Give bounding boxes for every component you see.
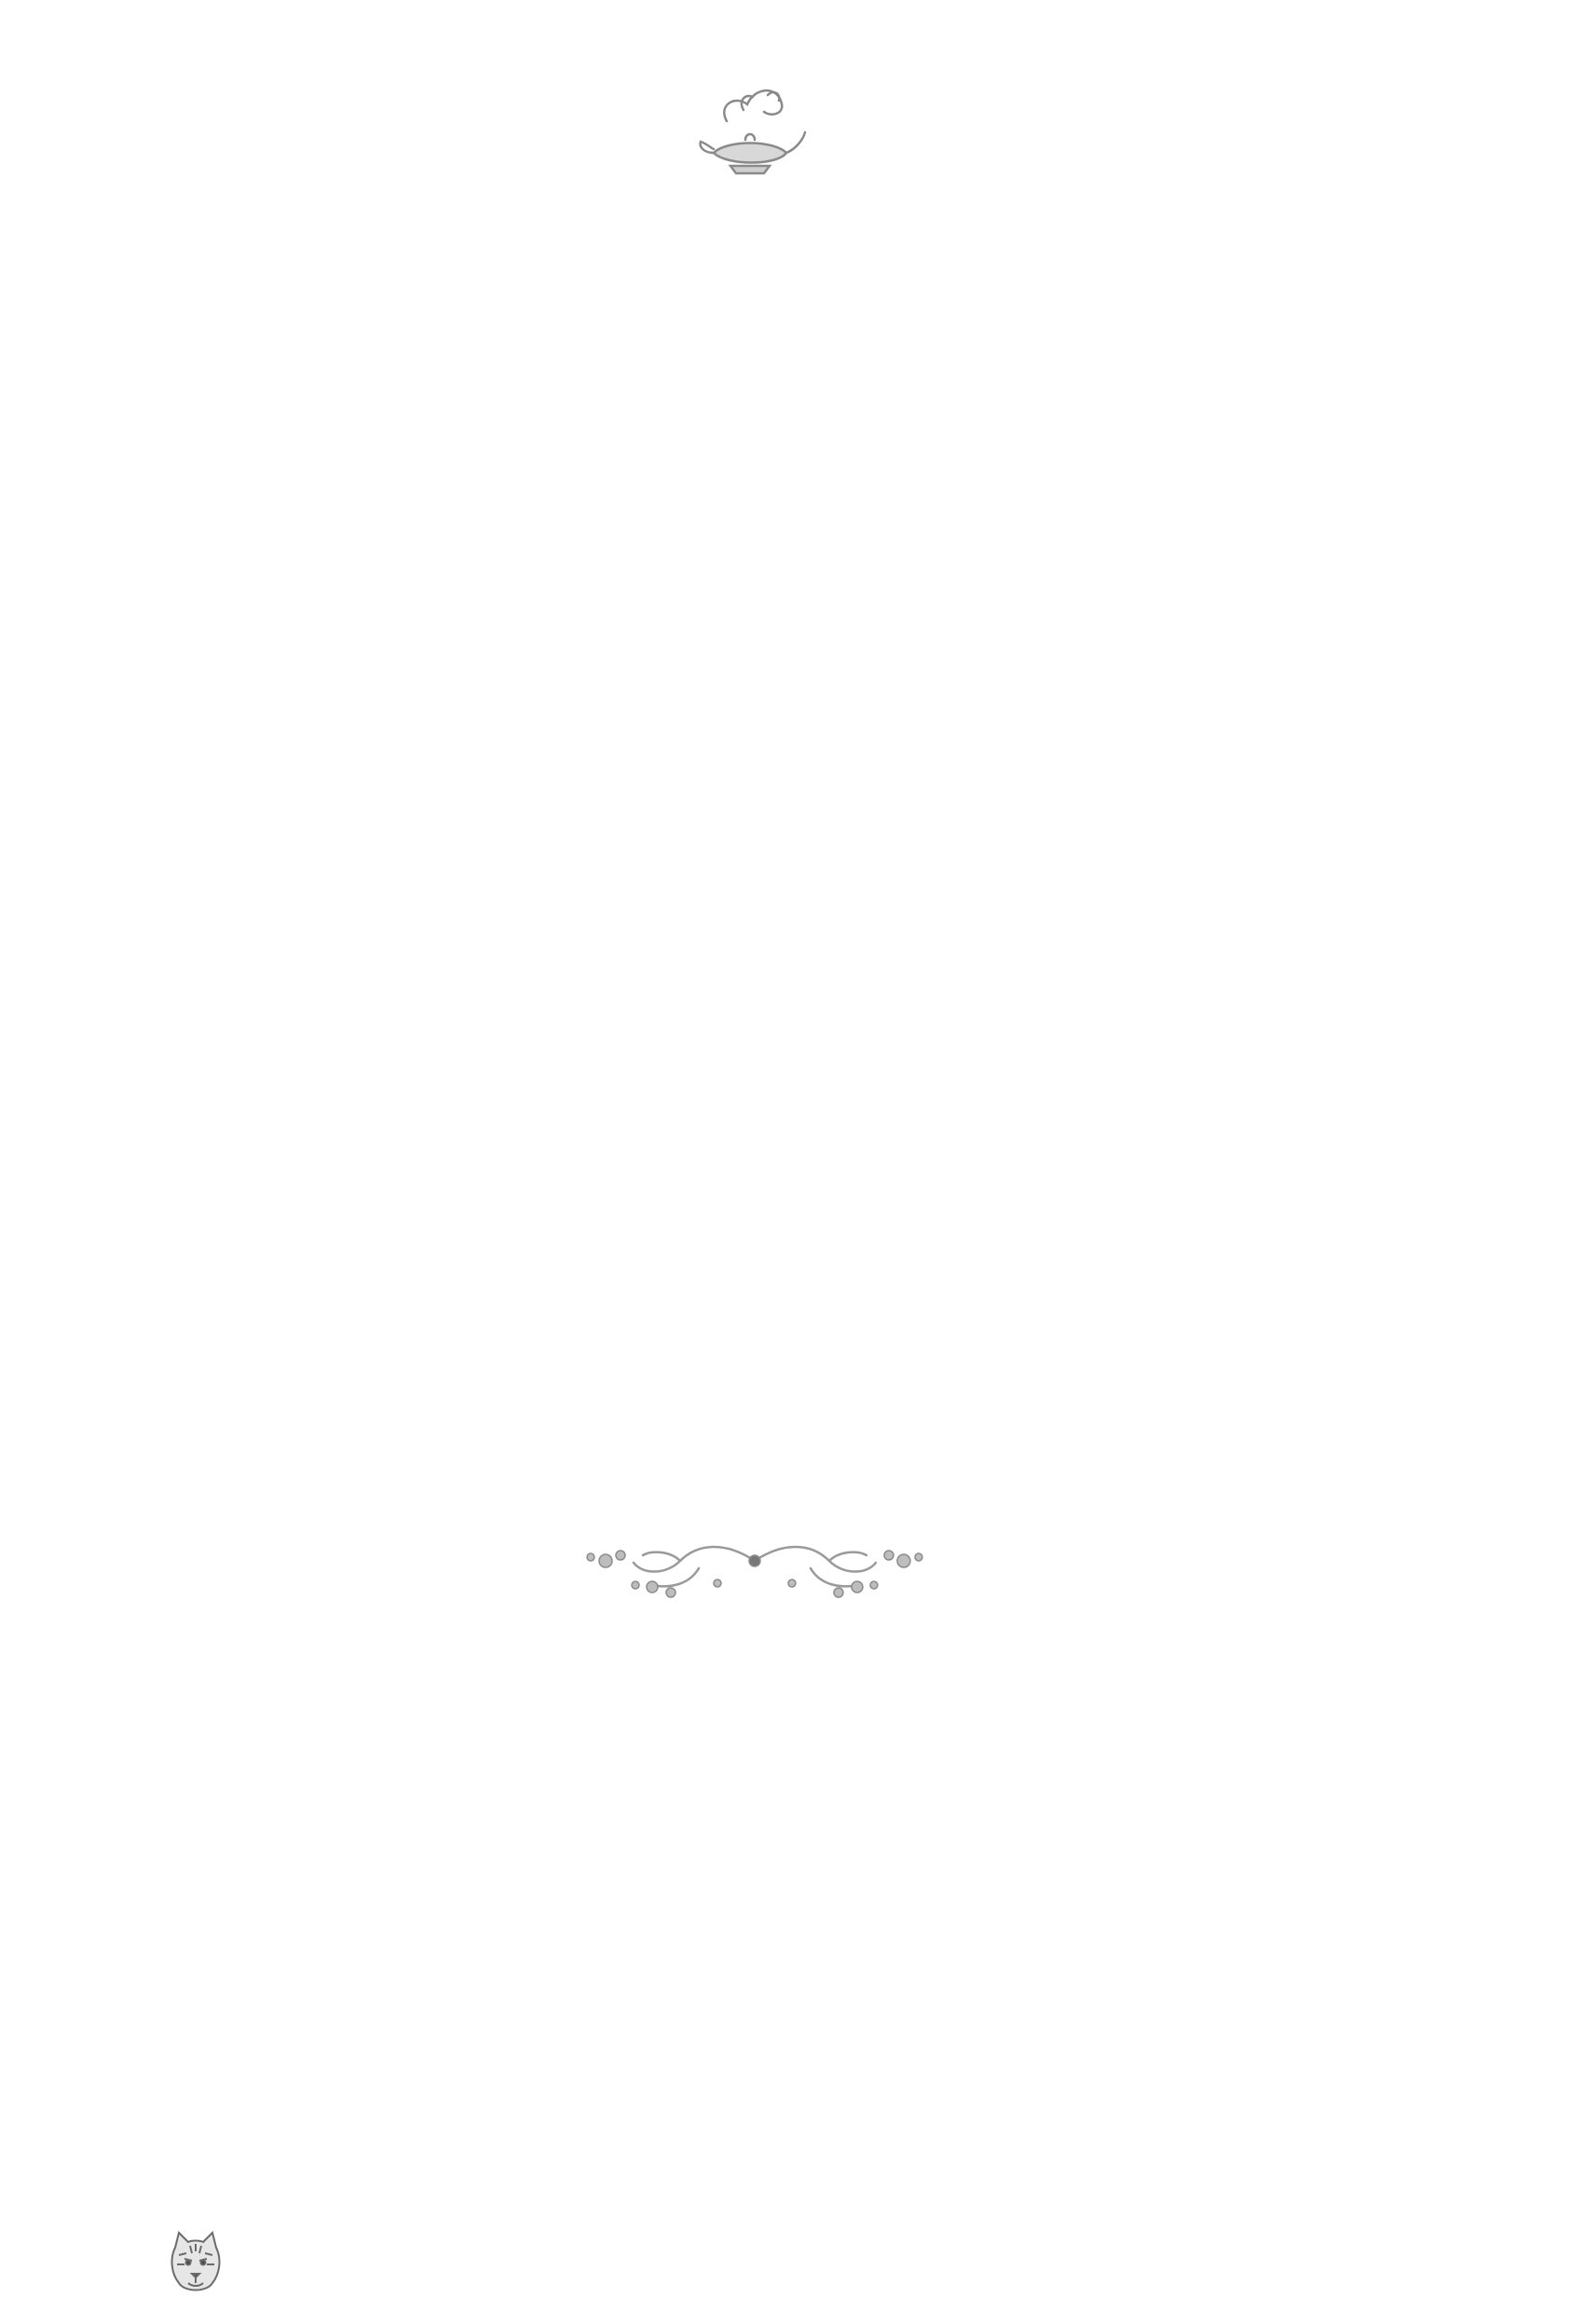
tiger-head-icon: [166, 2227, 225, 2298]
magic-lamp-icon: [689, 67, 811, 188]
floral-divider-icon: [578, 1533, 932, 1607]
text-line: [198, 1640, 1334, 1716]
body-text-lower: [198, 1640, 1334, 1716]
page-footer: [166, 2227, 911, 2311]
